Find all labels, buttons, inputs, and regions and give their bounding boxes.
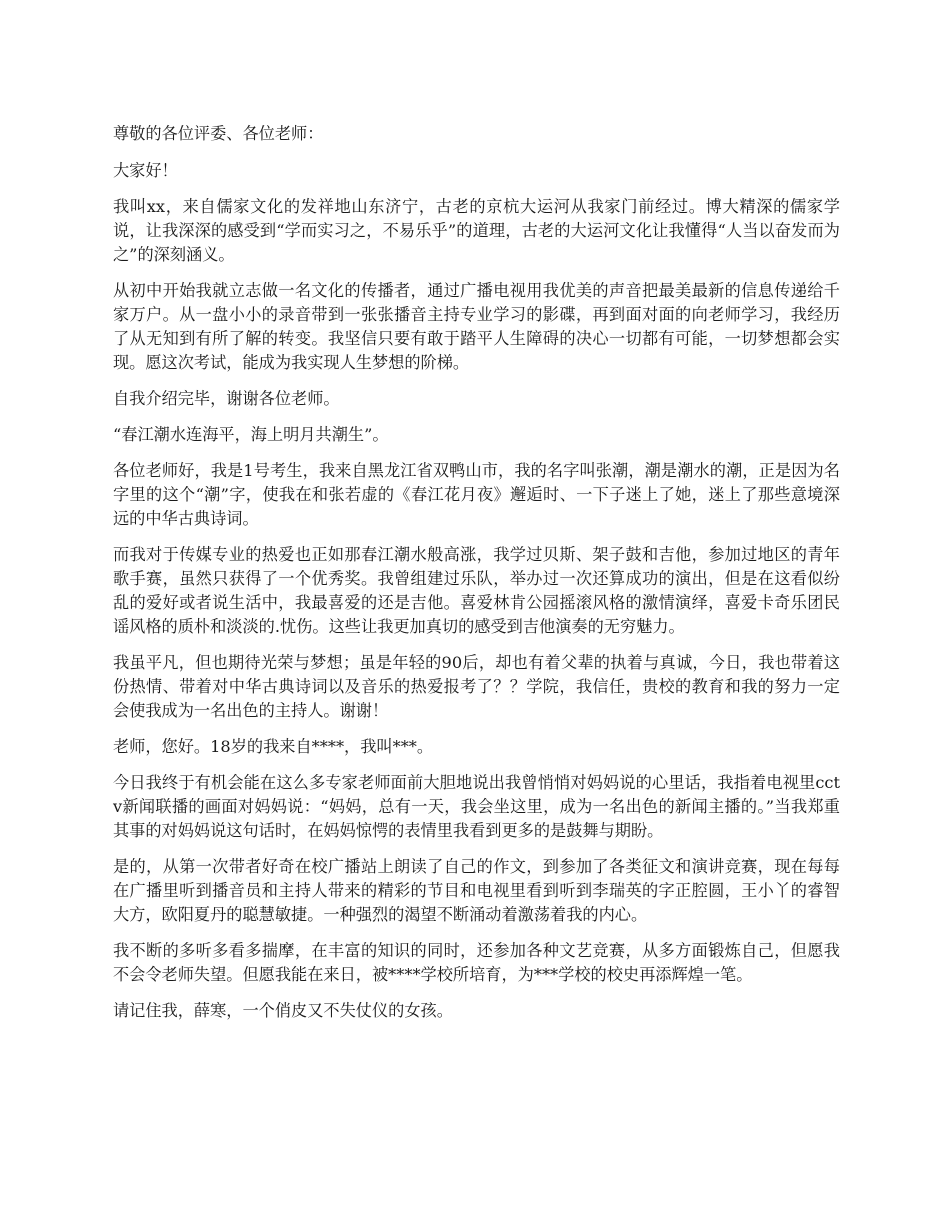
paragraph: 自我介绍完毕，谢谢各位老师。: [113, 389, 340, 408]
paragraph: 而我对于传媒专业的热爱也正如那春江潮水般高涨，我学过贝斯、架子鼓和吉他，参加过地区的青年歌手赛，虽然只获得了一个优秀奖。我曾组建过乐队，举办过一次还算成功的演出，但是在这看似纷乱的爱好或者说生活中，我最喜爱的还是吉他。喜爱林肯公园摇滚风格的激情演绎，喜爱卡奇乐团民谣风格的质朴和淡淡的.忧伤。这些让我更加真切的感受到吉他演奏的无穷魅力。: [113, 545, 840, 636]
paragraph-greeting: 大家好！: [113, 161, 178, 180]
paragraph: 是的，从第一次带者好奇在校广播站上朗读了自己的作文，到参加了各类征文和演讲竞赛，现在每每在广播里听到播音员和主持人带来的精彩的节目和电视里看到听到李瑞英的字正腔圆，王小丫的睿智大方，欧阳夏丹的聪慧敏捷。一种强烈的渴望不断涌动着激荡着我的内心。: [113, 857, 840, 924]
paragraph-closing: 请记住我，薛寒，一个俏皮又不失仗仪的女孩。: [113, 1001, 453, 1020]
document-body: [113, 122, 840, 1035]
paragraph: 从初中开始我就立志做一名文化的传播者，通过广播电视用我优美的声音把最美最新的信息传递给千家万户。从一盘小小的录音带到一张张播音主持专业学习的影碟，再到面对面的向老师学习，我经历了从无知到有所了解的转变。我坚信只要有敢于踏平人生障碍的决心一切都有可能，一切梦想都会实现。愿这次考试，能成为我实现人生梦想的阶梯。: [113, 281, 840, 372]
paragraph: 今日我终于有机会能在这么多专家老师面前大胆地说出我曾悄悄对妈妈说的心里话，我指着电视里cctv新闻联播的画面对妈妈说：“妈妈，总有一天，我会坐这里，成为一名出色的新闻主播的。”当我郑重其事的对妈妈说这句话时，在妈妈惊愕的表情里我看到更多的是鼓舞与期盼。: [113, 773, 840, 840]
paragraph: 我虽平凡，但也期待光荣与梦想；虽是年轻的90后，却也有着父辈的执着与真诚，今日，我也带着这份热情、带着对中华古典诗词以及音乐的热爱报考了？？学院，我信任，贵校的教育和我的努力一定会使我成为一名出色的主持人。谢谢！: [113, 653, 840, 720]
paragraph: 老师，您好。18岁的我来自****，我叫***。: [113, 737, 434, 756]
paragraph: 各位老师好，我是1号考生，我来自黑龙江省双鸭山市，我的名字叫张潮，潮是潮水的潮，正是因为名字里的这个“潮”字，使我在和张若虚的《春江花月夜》邂逅时、一下子迷上了她，迷上了那些意境深远的中华古典诗词。: [113, 461, 840, 528]
paragraph-quote: “春江潮水连海平，海上明月共潮生”。: [113, 425, 389, 444]
paragraph: 我不断的多听多看多揣摩，在丰富的知识的同时，还参加各种文艺竞赛，从多方面锻炼自己，但愿我不会令老师失望。但愿我能在来日，被****学校所培育，为***学校的校史再添辉煌一笔。: [113, 941, 840, 984]
paragraph: 我叫xx，来自儒家文化的发祥地山东济宁，古老的京杭大运河从我家门前经过。博大精深的儒家学说，让我深深的感受到“学而实习之，不易乐乎”的道理，古老的大运河文化让我懂得“人当以奋发而为之”的深刻涵义。: [113, 197, 840, 264]
paragraph-salutation: 尊敬的各位评委、各位老师：: [113, 124, 324, 143]
